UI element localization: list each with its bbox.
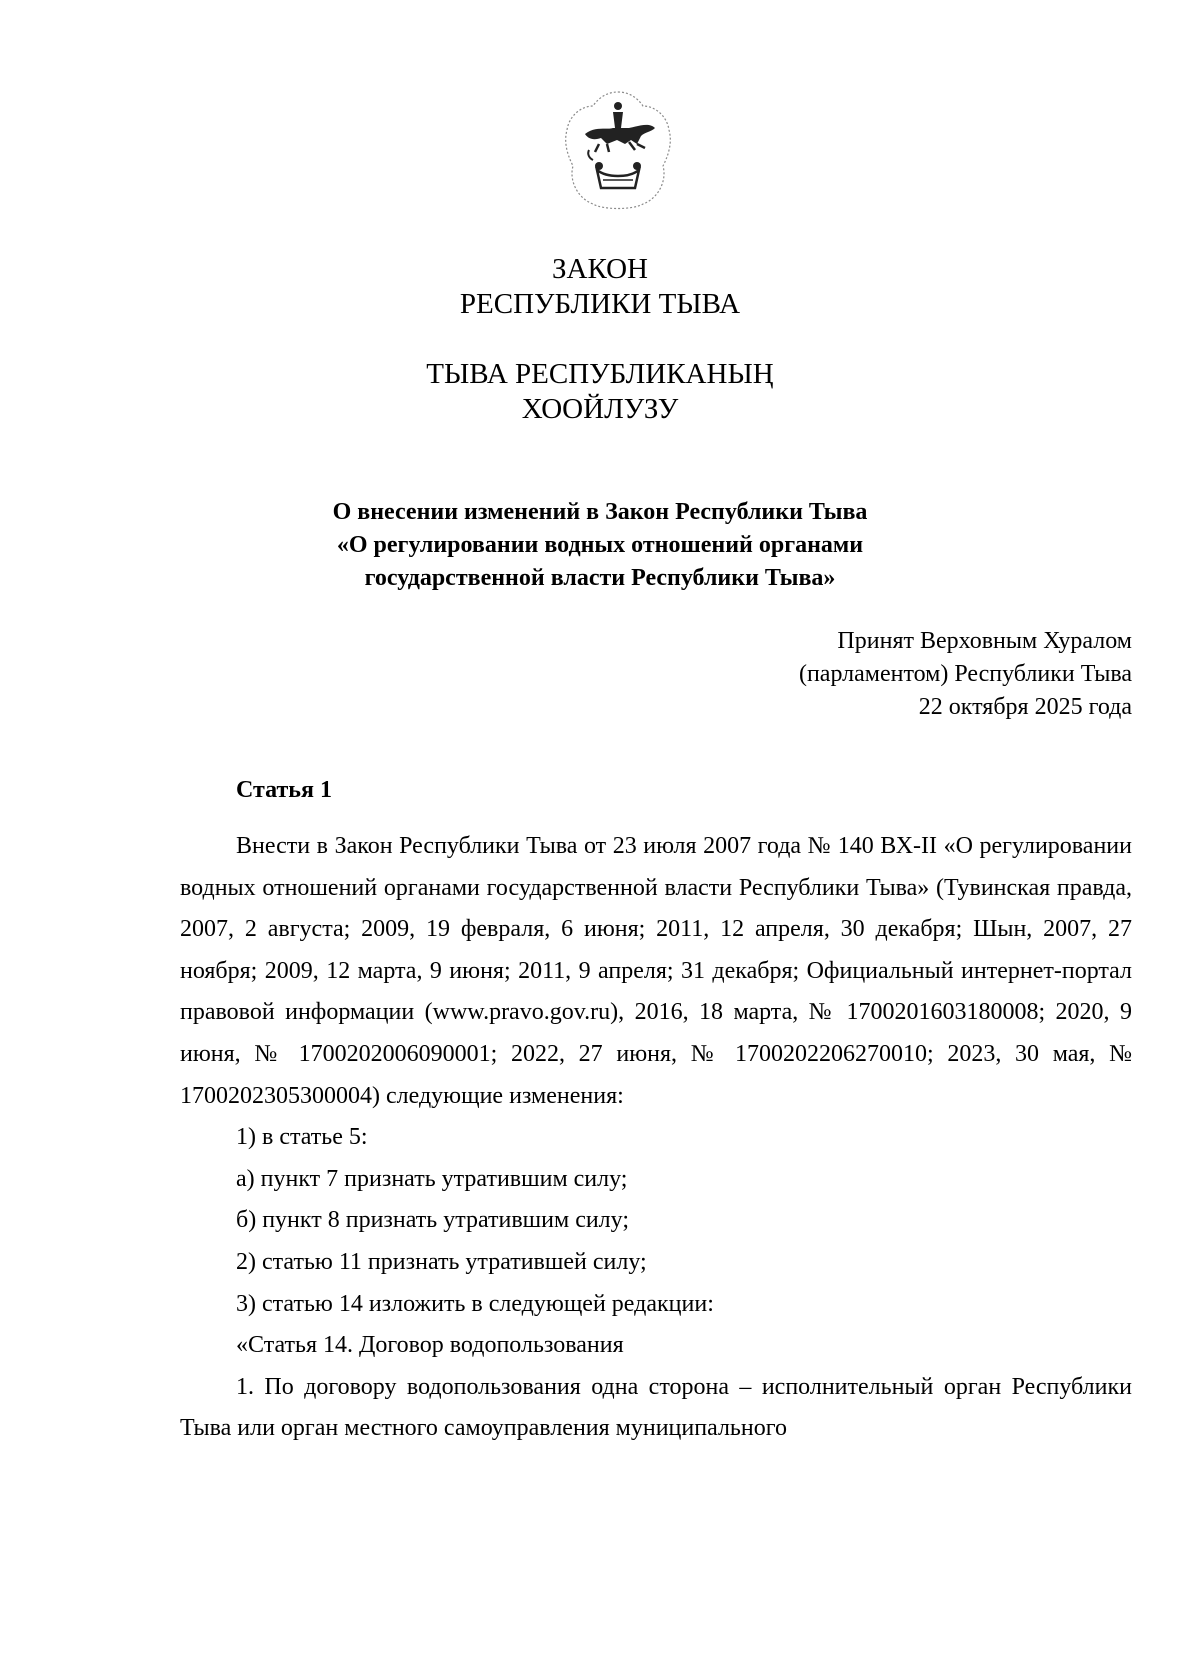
list-item: а) пункт 7 признать утратившим силу; <box>236 1165 628 1192</box>
adoption-note <box>799 625 1132 724</box>
law-title-line: ЗАКОН <box>552 253 648 285</box>
article-heading: Статья 1 <box>236 777 332 803</box>
quoted-paragraph: 1. По договору водопользования одна сторона – исполнительный орган Республики Тыва или орган местного самоуправления муниципального <box>180 1373 1132 1442</box>
law-title-line: РЕСПУБЛИКИ ТЫВА <box>459 288 741 320</box>
list-item: 1) в статье 5: <box>236 1124 368 1151</box>
law-title-tuvan <box>0 357 1200 427</box>
quoted-article-heading: «Статья 14. Договор водопользования <box>236 1332 624 1359</box>
article-body <box>180 826 1132 1450</box>
article-intro-paragraph: Внести в Закон Республики Тыва от 23 июля 2007 года № 140 ВХ-II «О регулировании водных отношений органами государственной власти Республики Тыва» (Тувинская правда, 2007, 2 августа; 2009, 19 февраля, 6 июня; 2011, 12 апреля, 30 декабря; Шын, 2007, 27 ноября; 2009, 12 марта, 9 июня; 2011, 9 апреля; 31 декабря; Официальный интернет-портал правовой информации (www.pravo.gov.ru), 2016, 18 марта, № 1700201603180008; 2020, 9 июня, № 1700202006090001; 2022, 27 июня, № 1700202206270010; 2023, 30 мая, № 1700202305300004) следующие изменения: <box>180 833 1132 1109</box>
list-item: 3) статью 14 изложить в следующей редакции: <box>236 1290 714 1317</box>
emblem-icon <box>559 88 677 214</box>
list-item: 2) статью 11 признать утратившей силу; <box>236 1248 647 1275</box>
adoption-line: Принят Верховным Хуралом <box>837 628 1132 654</box>
law-title-line: ТЫВА РЕСПУБЛИКАНЫҢ <box>426 358 774 390</box>
adoption-line: (парламентом) Республики Тыва <box>798 661 1132 687</box>
subject-line: «О регулировании водных отношений органами <box>336 532 864 558</box>
list-item: б) пункт 8 признать утратившим силу; <box>236 1207 630 1234</box>
subject-line: О внесении изменений в Закон Республики Тыва <box>332 499 868 525</box>
adoption-date: 22 октября 2025 года <box>918 694 1132 720</box>
law-title-line: ХООЙЛУЗУ <box>521 393 679 425</box>
law-title-russian <box>0 252 1200 322</box>
subject-line: государственной власти Республики Тыва» <box>364 565 836 591</box>
law-subject-title <box>0 496 1200 595</box>
